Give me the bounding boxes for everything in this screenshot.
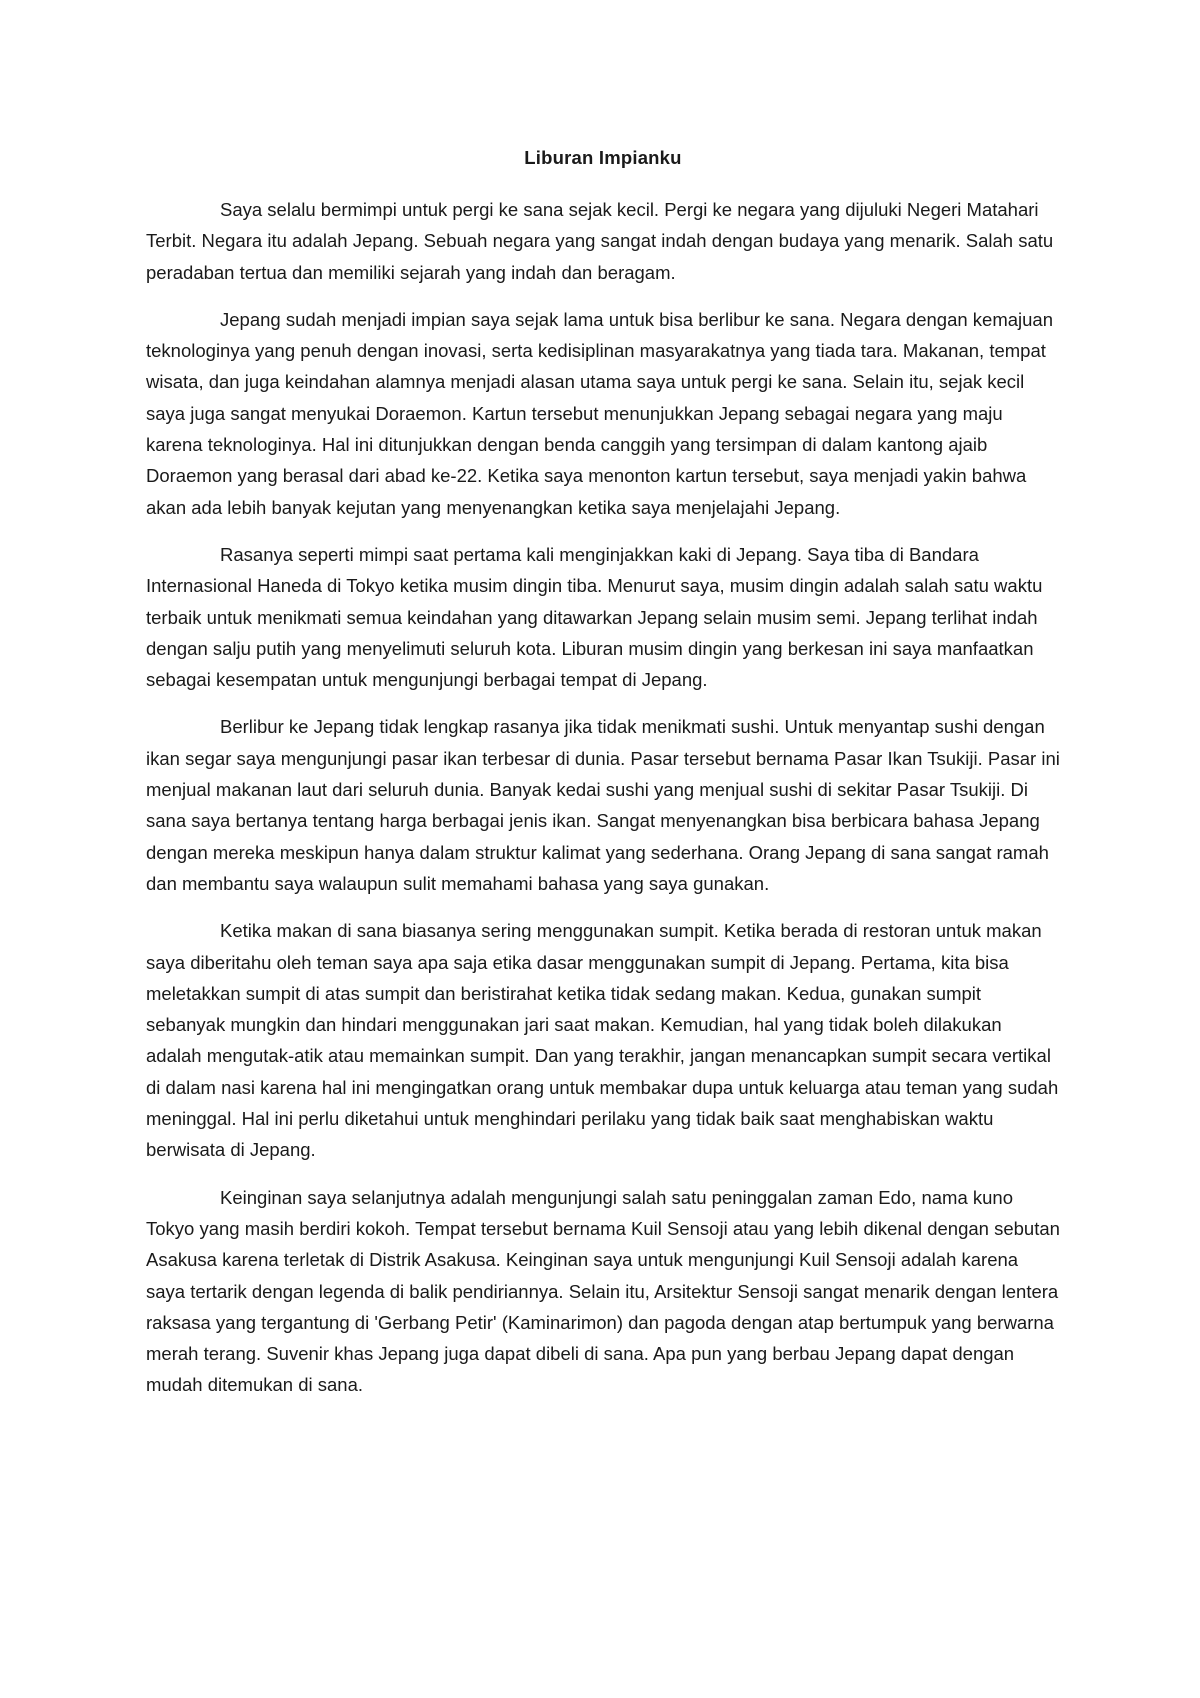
paragraph-5: Ketika makan di sana biasanya sering menggunakan sumpit. Ketika berada di restoran untuk makan saya diberitahu oleh teman saya apa saja etika dasar menggunakan sumpit di Jepang. Pertama, kita bisa meletakkan sumpit di atas sumpit dan beristirahat ketika tidak sedang makan. Kedua, gunakan sumpit sebanyak mungkin dan hindari menggunakan jari saat makan. Kemudian, hal yang tidak boleh dilakukan adalah mengutak-atik atau memainkan sumpit. Dan yang terakhir, jangan menancapkan sumpit secara vertikal di dalam nasi karena hal ini mengingatkan orang untuk membakar dupa untuk keluarga atau teman yang sudah meninggal. Hal ini perlu diketahui untuk menghindari perilaku yang tidak baik saat menghabiskan waktu berwisata di Jepang.: [146, 920, 1059, 1161]
document-page: [146, 146, 1060, 1417]
document-title: Liburan Impianku: [524, 147, 682, 168]
paragraph-4: Berlibur ke Jepang tidak lengkap rasanya jika tidak menikmati sushi. Untuk menyantap sushi dengan ikan segar saya mengunjungi pasar ikan terbesar di dunia. Pasar tersebut bernama Pasar Ikan Tsukiji. Pasar ini menjual makanan laut dari seluruh dunia. Banyak kedai sushi yang menjual sushi di sekitar Pasar Tsukiji. Di sana saya bertanya tentang harga berbagai jenis ikan. Sangat menyenangkan bisa berbicara bahasa Jepang dengan mereka meskipun hanya dalam struktur kalimat yang sederhana. Orang Jepang di sana sangat ramah dan membantu saya walaupun sulit memahami bahasa yang saya gunakan.: [146, 716, 1060, 894]
paragraph-2: Jepang sudah menjadi impian saya sejak lama untuk bisa berlibur ke sana. Negara dengan kemajuan teknologinya yang penuh dengan inovasi, serta kedisiplinan masyarakatnya yang tiada tara. Makanan, tempat wisata, dan juga keindahan alamnya menjadi alasan utama saya untuk pergi ke sana. Selain itu, sejak kecil saya juga sangat menyukai Doraemon. Kartun tersebut menunjukkan Jepang sebagai negara yang maju karena teknologinya. Hal ini ditunjukkan dengan benda canggih yang tersimpan di dalam kantong ajaib Doraemon yang berasal dari abad ke-22. Ketika saya menonton kartun tersebut, saya menjadi yakin bahwa akan ada lebih banyak kejutan yang menyenangkan ketika saya menjelajahi Jepang.: [146, 308, 1054, 518]
paragraph-3: Rasanya seperti mimpi saat pertama kali menginjakkan kaki di Jepang. Saya tiba di Bandara Internasional Haneda di Tokyo ketika musim dingin tiba. Menurut saya, musim dingin adalah salah satu waktu terbaik untuk menikmati semua keindahan yang ditawarkan Jepang selain musim semi. Jepang terlihat indah dengan salju putih yang menyelimuti seluruh kota. Liburan musim dingin yang berkesan ini saya manfaatkan sebagai kesempatan untuk mengunjungi berbagai tempat di Jepang.: [146, 543, 1043, 691]
paragraph-6: Keinginan saya selanjutnya adalah mengunjungi salah satu peninggalan zaman Edo, nama kuno Tokyo yang masih berdiri kokoh. Tempat tersebut bernama Kuil Sensoji atau yang lebih dikenal dengan sebutan Asakusa karena terletak di Distrik Asakusa. Keinginan saya untuk mengunjungi Kuil Sensoji adalah karena saya tertarik dengan legenda di balik pendiriannya. Selain itu, Arsitektur Sensoji sangat menarik dengan lentera raksasa yang tergantung di 'Gerbang Petir' (Kaminarimon) dan pagoda dengan atap bertumpuk yang berwarna merah terang. Suvenir khas Jepang juga dapat dibeli di sana. Apa pun yang berbau Jepang dapat dengan mudah ditemukan di sana.: [146, 1186, 1060, 1396]
paragraph-1: Saya selalu bermimpi untuk pergi ke sana sejak kecil. Pergi ke negara yang dijuluki Negeri Matahari Terbit. Negara itu adalah Jepang. Sebuah negara yang sangat indah dengan budaya yang menarik. Salah satu peradaban tertua dan memiliki sejarah yang indah dan beragam.: [146, 199, 1054, 283]
